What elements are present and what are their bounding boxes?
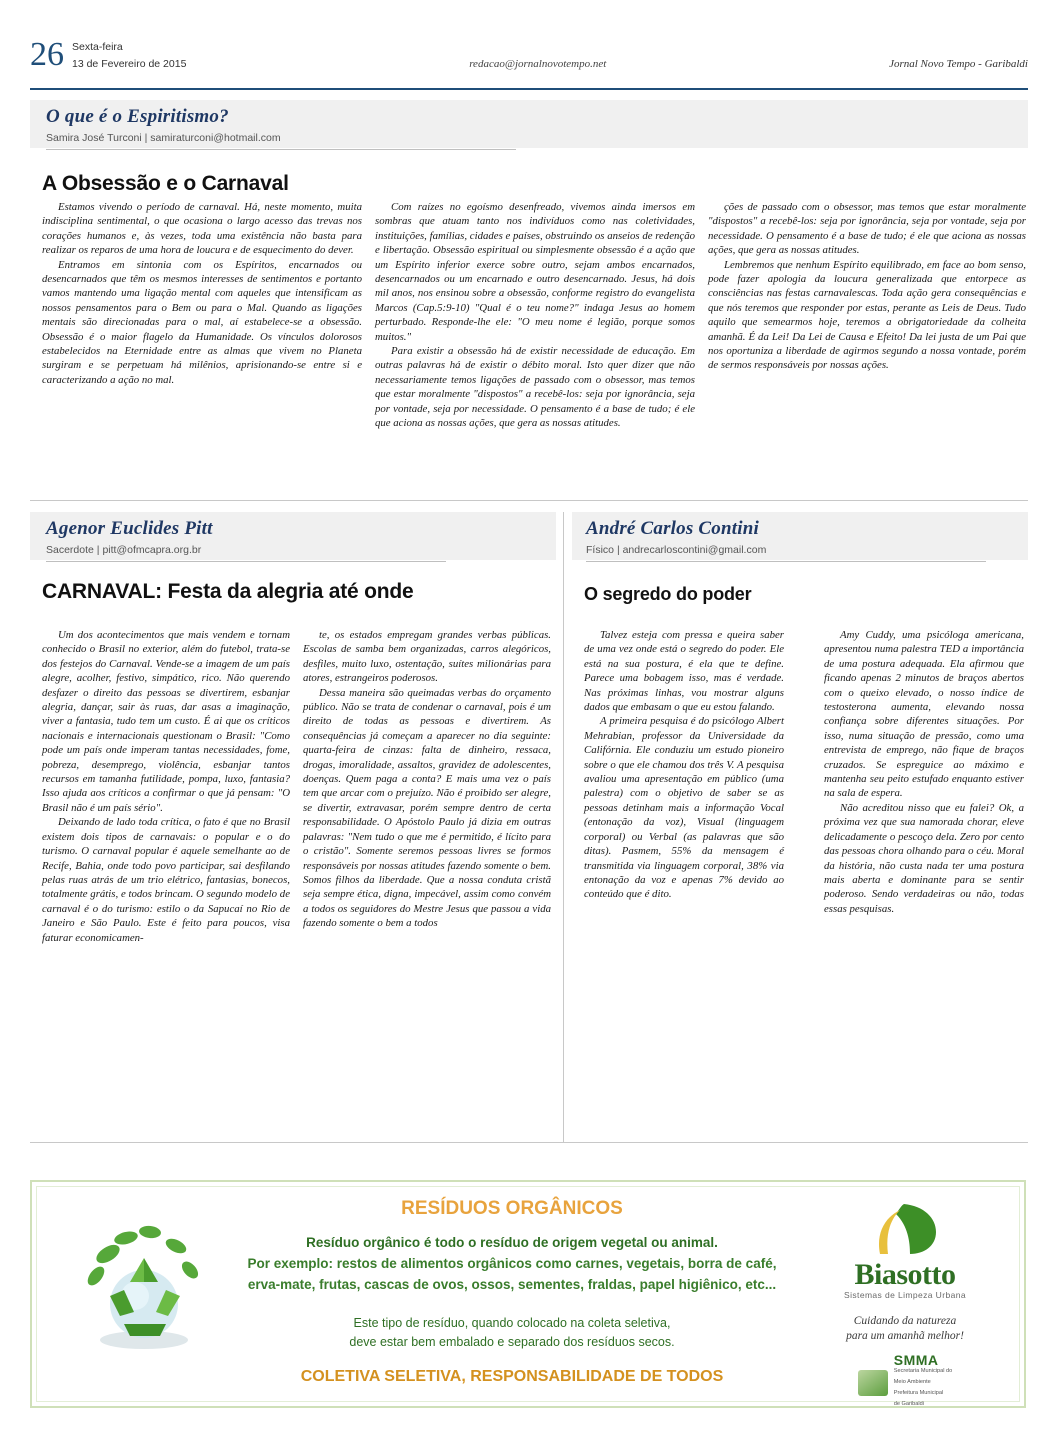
paragraph: te, os estados empregam grandes verbas públicas. Escolas de samba bem organizadas, carros alegóricos, desfiles, muito luxo, ostentação, suítes milionárias para atores, estrangeiros poderosos. [303,629,551,685]
paragraph: Deixando de lado toda crítica, o fato é que no Brasil existem dois tipos de carnavais: o popular e o do turismo. O carnaval popular é aquele semelhante ao de Recife, Bahia, onde todo povo participar, sai desfilando pelas ruas atrás de um trio elétrico, fantasias, bonecos, totalmente grátis, e todos brincam. O segundo modelo de carnaval é o do turismo: estilo o da Sapucaí no Rio de Janeiro e São Paulo. Este é feito para poucos, visa faturar economicamen- [42,816,290,944]
column-header-title: O que é o Espiritismo? [46,106,229,127]
meta-separator: | [96,544,100,556]
ad-sub-2: deve estar bem embalado e separado dos resíduos secos. [349,1335,675,1349]
column-contact[interactable]: pitt@ofmcapra.org.br [102,544,202,556]
masthead-date: 13 de Fevereiro de 2015 [72,58,187,70]
column-header-contini [586,518,986,562]
meta-separator: | [144,132,148,144]
smma-text [893,1352,953,1409]
pitt-col-1 [42,628,290,945]
column-header-espiritismo [46,106,516,150]
brand-name: Biasotto [854,1258,956,1291]
smma-sub-3: Prefeitura Municipal [893,1390,944,1396]
section-divider-1 [30,500,1028,501]
advertiser-logo-block [810,1200,1000,1409]
column-author: Sacerdote [46,544,94,556]
paragraph: Amy Cuddy, uma psicóloga americana, apresentou numa palestra TED a importância de uma postura adequada. Ela afirmou que ficando apenas 2 minutos de braços abertos com o queixo elevado, o nosso índice de testosterona aumenta, elevando nossa confiança sobre diferentes situações. Por isso, numa situação de pressão, como uma entrevista de emprego, não fique de braços cruzados. Se espreguice ao máximo e mantenha seu peito estufado enquanto estiver na sala de espera. [824,629,1024,800]
masthead-email: redacao@jornalnovotempo.net [469,58,607,70]
pitt-col-2 [303,628,551,931]
paragraph: Lembremos que nenhum Espírito equilibrado, em face ao bom senso, pode fazer apologia da loucura generalizada que entorpece as consciências nas festas carnavalescas. Toda ação gera consequências e que nós teremos que responder por estas, perante as Leis de Deus. Tudo aquilo que semearmos hoje, teremos a obrigatoriedade da colheita amanhã. É da Lei! Da Lei de Causa e Efeito! Da lei justa de um Pai que nos oportuniza a liberdade de agirmos segundo a nossa vontade, porém de sermos responsáveis por nossas ações. [708,258,1026,372]
column-header-title: Agenor Euclides Pitt [46,518,213,539]
masthead-dayname: Sexta-feira [72,41,123,53]
column-header-meta [586,544,986,556]
smma-sub-2: Meio Ambiente [893,1379,931,1385]
column-author: Samira José Turconi [46,132,142,144]
contini-col-1 [584,628,784,902]
smma-sub-1: Secretaria Municipal do [893,1368,953,1374]
ad-subtext [202,1314,822,1352]
advertisement [30,1180,1026,1408]
masthead-publication: Jornal Novo Tempo - Garibaldi [889,58,1028,70]
contini-col-2 [824,628,1024,916]
paragraph: Estamos vivendo o período de carnaval. Há, neste momento, muita indisciplina sentimental, o que ocasiona o largo acesso das trevas nos corações humanos e, às vezes, toda uma existência não basta para realizar os reparos de uma hora de loucura e de esquecimento do dever. [42,201,362,257]
paragraph: ções de passado com o obsessor, mas temos que estar moralmente "dispostos" a recebê-los: seja por ignorância, seja por vontade, seja por necessidade. O pensamento é a base de tudo; é ele que aciona as nossas ações, que gera as nossas atitudes. [708,201,1026,257]
ad-sub-1: Este tipo de resíduo, quando colocado na coleta seletiva, [353,1316,671,1330]
paragraph: Um dos acontecimentos que mais vendem e tornam conhecido o Brasil no exterior, além do futebol, trata-se dos festejos do Carnaval. Vende-se a imagem de um país alegre, acolher, festivo, simpático, rico. Não querendo desfazer o direito das pessoas se divertirem, esbanjar alegria, dançar, sair às ruas, dar asas a imaginação, viver a fantasia, tudo tem um custo. É ai que os críticos nacionais e internacionais questionam o Brasil: "Como pode um país onde imperam tantas necessidades, fome, pobreza, desemprego, violência, esbanjar tantos recursos em tamanha futilidade, pompa, luxo, fantasia? Isso ajuda aos críticos a confirmar o que já pensam: "O Brasil não é um país sério". [42,629,290,814]
ad-title: RESÍDUOS ORGÂNICOS [401,1198,623,1219]
espiritismo-col-2 [375,200,695,431]
article-title-segredo: O segredo do poder [584,584,752,604]
ad-footer: COLETIVA SELETIVA, RESPONSABILIDADE DE TODOS [300,1368,724,1385]
espiritismo-col-3 [708,200,1026,373]
masthead-rule [30,88,1028,90]
brand-tagline [810,1314,1000,1344]
column-header-meta [46,132,516,144]
column-author: Físico [586,544,615,556]
column-contact[interactable]: samiraturconi@hotmail.com [150,132,281,144]
column-header-underline [46,561,446,562]
ad-line-2: Por exemplo: restos de alimentos orgânicos como carnes, vegetais, borra de café, [247,1256,777,1271]
section-divider-2 [30,1142,1028,1143]
paragraph: Talvez esteja com pressa e queira saber de uma vez onde está o segredo do poder. Ele está na sua postura, é ela que te define. Parece uma bobagem isso, mas é verdade. Nas próximas linhas, vou mostrar alguns dados que embasam o que eu estou falando. [584,629,784,714]
paragraph: Não acreditou nisso que eu falei? Ok, a próxima vez que sua namorada chorar, eleve delicadamente o pescoço dela. Zero por cento das pessoas chora olhando para o céu. Moral da história, não custa nada ter uma postura mais aberta e dominante para se sentir poderoso. Sendo verdadeiras ou não, todas essas pesquisas. [824,801,1024,915]
smma-label: SMMA [893,1352,939,1368]
brand-subtitle: Sistemas de Limpeza Urbana [844,1290,966,1300]
article-title-carnaval: CARNAVAL: Festa da alegria até onde [42,580,414,603]
section-vertical-divider [563,512,564,1142]
brand-tagline-line1: Cuidando da natureza [853,1315,957,1327]
ad-line-1: Resíduo orgânico é todo o resíduo de origem vegetal ou animal. [306,1235,718,1250]
brand-tagline-line2: para um amanhã melhor! [846,1330,964,1342]
masthead [30,38,1028,86]
ad-body [182,1232,842,1295]
column-header-meta [46,544,446,556]
column-header-underline [46,149,516,150]
column-contact[interactable]: andrecarloscontini@gmail.com [622,544,767,556]
paragraph: Para existir a obsessão há de existir necessidade de educação. Em outras palavras há de existir o débito moral. Isto quer dizer que não necessariamente temos ligações de passado com o obsessor, mas temos que estar moralmente "dispostos" a recebê-los: seja por ignorância, seja por vontade, seja por necessidade. O pensamento é a base de tudo; é ele que aciona as nossas ações, que gera as nossas atitudes. [375,345,695,430]
smma-logo-block [810,1352,1000,1409]
ad-line-3: erva-mate, frutas, cascas de ovos, ossos, sementes, fraldas, papel higiênico, etc... [247,1277,777,1292]
paragraph: Com raízes no egoísmo desenfreado, vivemos ainda imersos em sombras que atuam tanto nos indivíduos como nas coletividades, instituições, famílias, cidades e países, obstruindo os anseios de redenção e libertação. Obsessão espiritual ou simplesmente obsessão é a ação que um Espírito inferior exerce sobre outro, sejam ambos encarnados, desencarnados ou um encarnado e outro desencarnado. Jesus, há dois mil anos, nos ensinou sobre a obsessão, conforme registro do evangelista Marcos (Cap.5:9-10) "Qual é o teu nome?" indaga Jesus ao homem perturbado. Responde-lhe ele: "O meu nome é legião, porque somos muitos." [375,201,695,343]
smma-emblem-icon [858,1370,888,1396]
page-number: 26 [30,36,64,73]
article-title-obsessao: A Obsessão e o Carnaval [42,172,289,195]
meta-separator: | [616,544,620,556]
masthead-date-block [72,38,186,71]
paragraph: A primeira pesquisa é do psicólogo Albert Mehrabian, professor da Universidade da Califórnia. Ele conduziu um estudo pioneiro sobre o que ele chamou dos três V. A pesquisa avaliou uma apresentação em público (uma palestra) com o objetivo de saber se as pessoas detinham mais a informação Vocal (entonação da voz), Visual (linguagem corporal) ou Verbal (as palavras que são ditas). Pasmem, 55% da mensagem é transmitida via linguagem corporal, 38% via entonação da voz e apenas 7% devido ao conteúdo que é dito. [584,715,784,901]
smma-sub-4: de Garibaldi [893,1401,924,1407]
biasotto-leaf-icon [810,1200,1000,1258]
column-header-title: André Carlos Contini [586,518,759,539]
espiritismo-col-1 [42,200,362,387]
column-header-pitt [46,518,446,562]
paragraph: Dessa maneira são queimadas verbas do orçamento público. Não se trata de condenar o carnaval, pois é um direito de todas as pessoas e divertirem. As consequências já começam a aparecer no dia seguinte: quarta-feira de cinzas: falta de dinheiro, ressaca, drogas, imoralidade, assaltos, gravidez de adolescentes, doenças. Quem paga a conta? E mais uma vez o país tem que arcar com o prejuízo. Não é proibido ser alegre, se divertir, extravasar, porém sempre dentro de certa responsabilidade. O Apóstolo Paulo já dizia em outras palavras: "Nem tudo o que me é permitido, é lícito para o cristão". Somente seremos pessoas livres se formos responsáveis por nossas atitudes fazendo somente o bem. Somos filhos da liberdade. Que a nossa conduta cristã seja sempre ética, digna, impecável, assim como convém a todos os seguidores do Mestre Jesus que passou a vida fazendo somente o bem a todos [303,686,551,930]
column-header-underline [586,561,986,562]
paragraph: Entramos em sintonia com os Espíritos, encarnados ou desencarnados que têm os mesmos interesses de sentimentos e portanto vamos mantendo uma ligação mental com aqueles que intensificam as nossos pensamentos para o Bem ou para o Mal. Quando as ligações mentais são direcionadas para o mal, aí estabelece-se a obsessão. Obsessão é o maior flagelo da Humanidade. Os vínculos dolorosos estabelecidos na Eternidade entre as almas que vivem no Planeta surgiram e se perpetuam há milênios, aprisionando-se entre si e caracterizando a ação no mal. [42,258,362,386]
